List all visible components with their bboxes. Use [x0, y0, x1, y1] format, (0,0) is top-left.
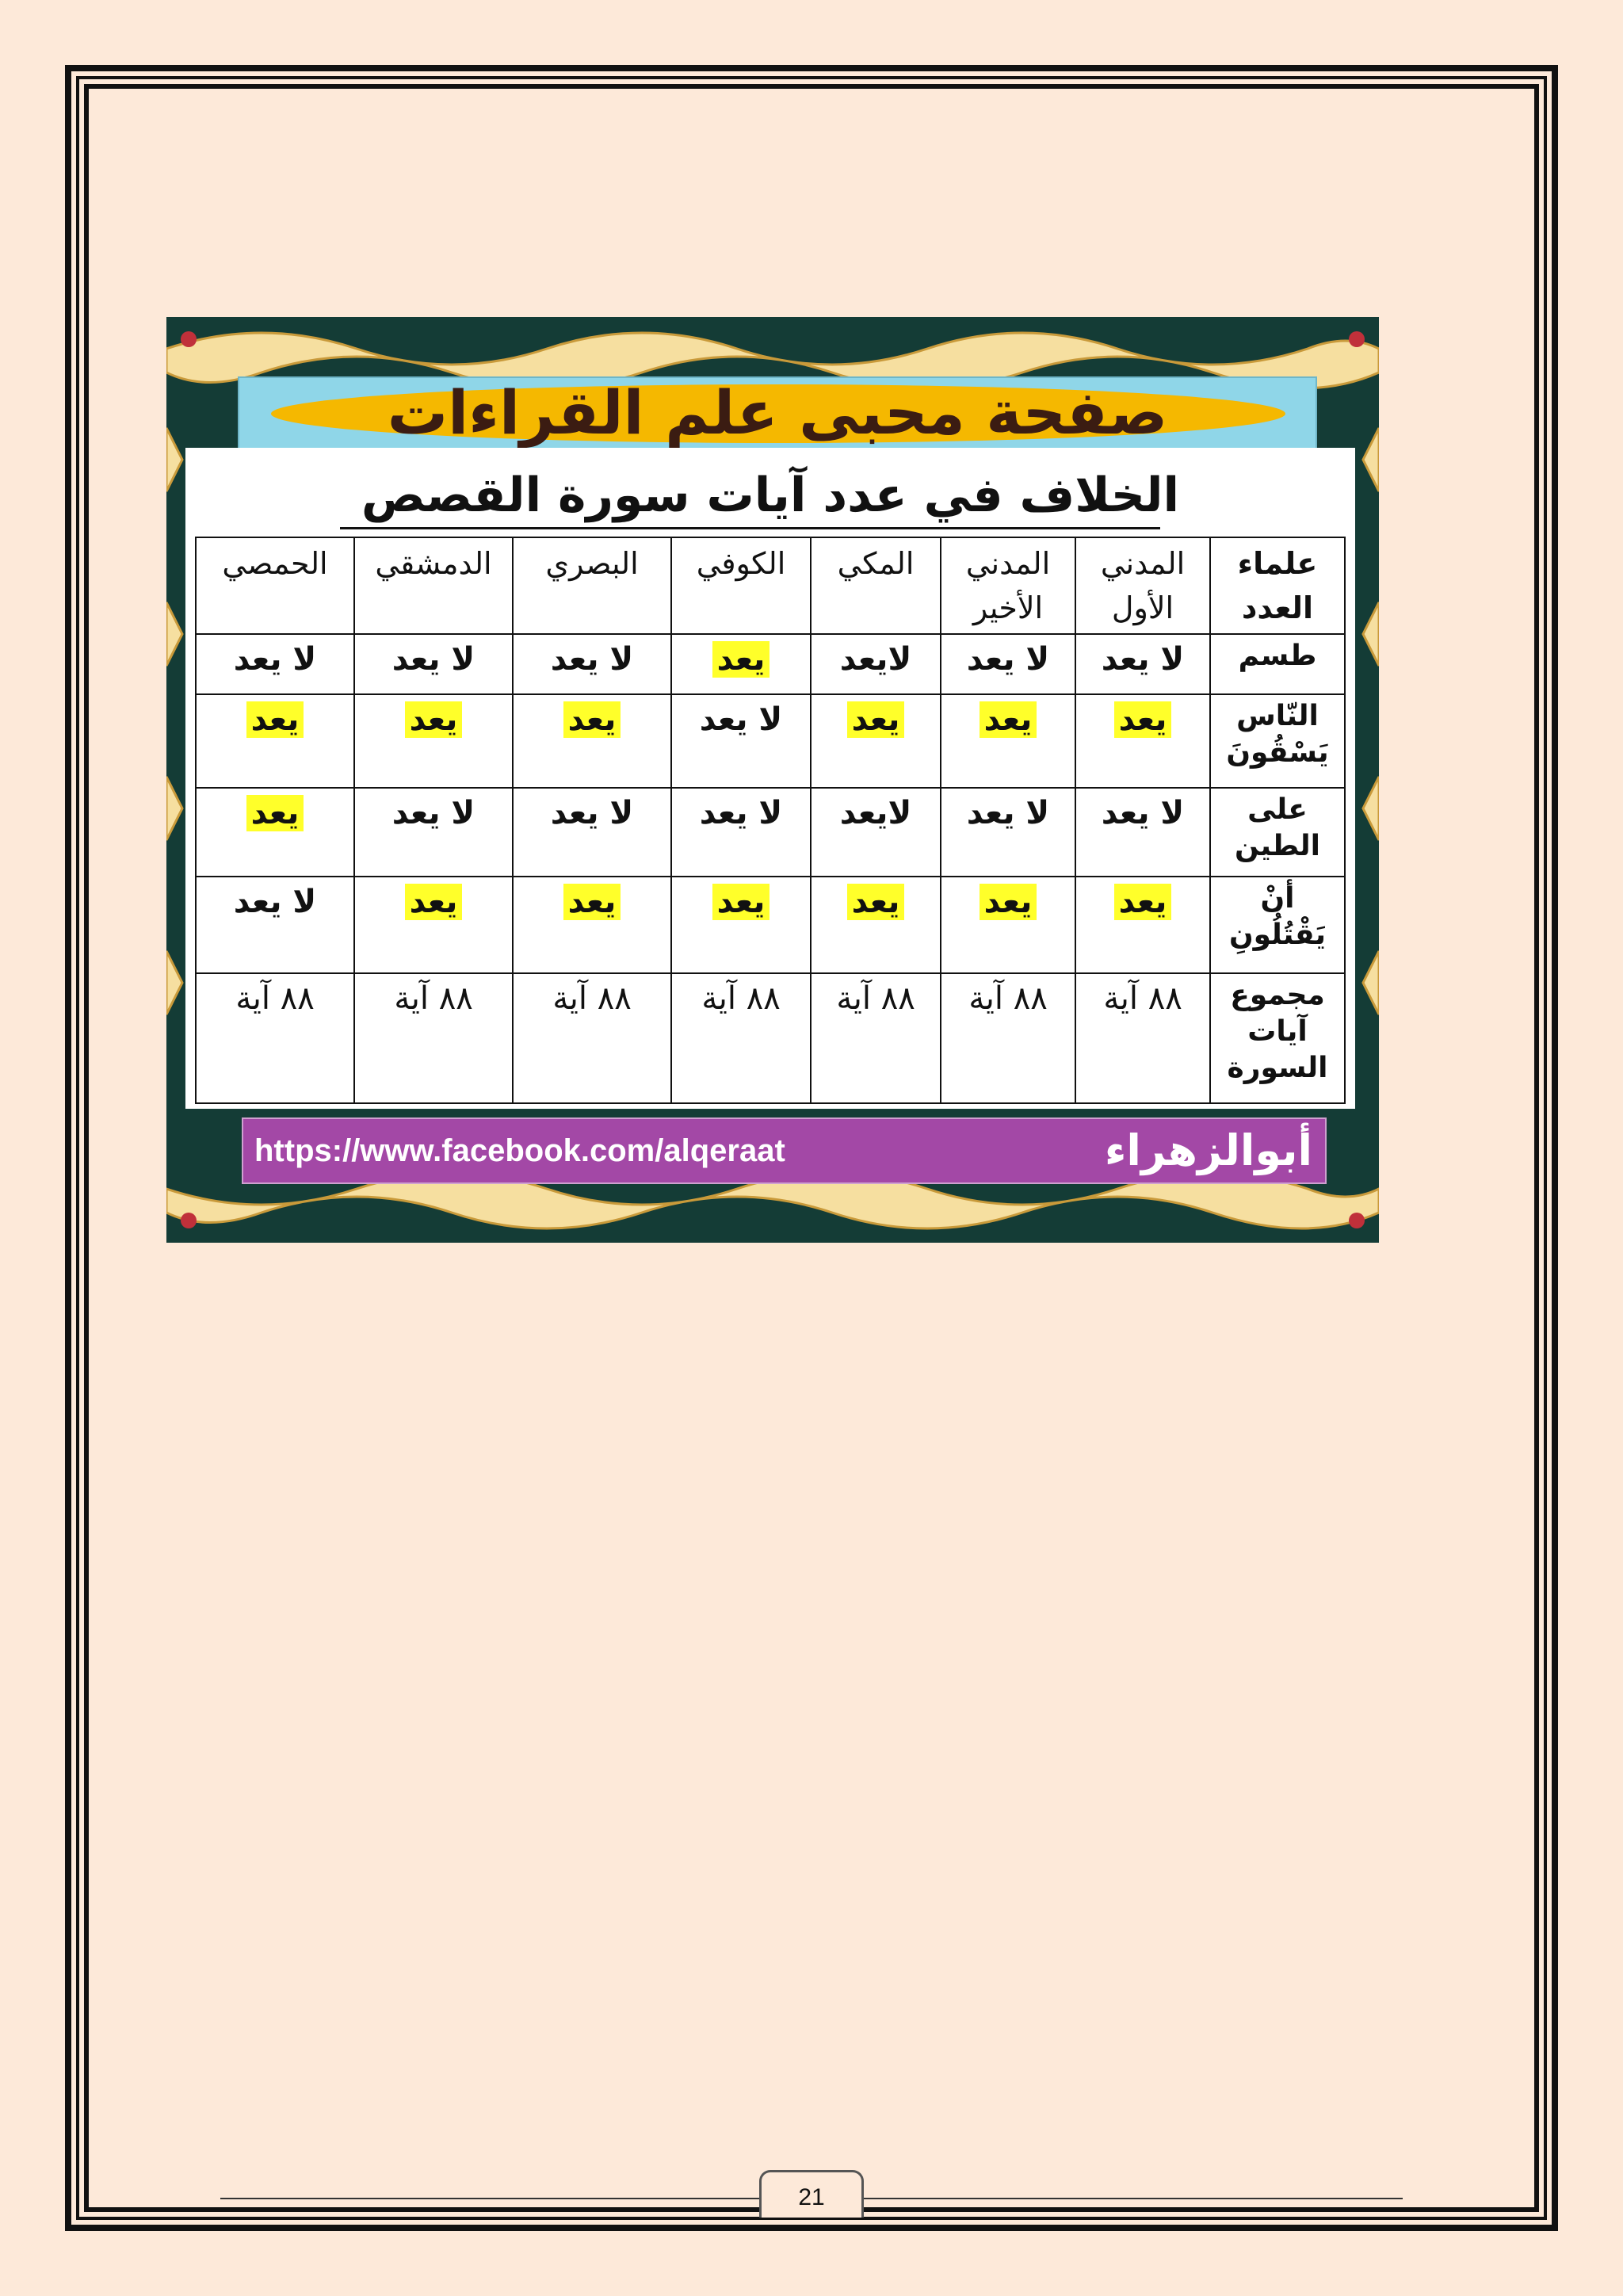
counted-mark: يعد [712, 884, 770, 920]
table-cell [513, 788, 671, 877]
table-row [196, 634, 1345, 694]
cell-line: مجموع [1230, 979, 1325, 1011]
table-cell [671, 634, 811, 694]
table-cell [196, 634, 354, 694]
not-counted-mark: لا يعد [391, 641, 475, 678]
table-title: الخلاف في عدد آيات سورة القصص [361, 468, 1180, 523]
not-counted-mark: لا يعد [550, 641, 634, 678]
counted-mark: يعد [405, 884, 463, 920]
total-cell [1075, 973, 1210, 1103]
embedded-image [166, 317, 1379, 1243]
table-cell [941, 694, 1075, 788]
page-number: 21 [759, 2170, 864, 2218]
cell-line: المدني [1100, 546, 1186, 581]
column-header [811, 537, 941, 634]
table-cell [811, 788, 941, 877]
cell-line: يَسْقُونَ [1226, 736, 1329, 769]
total-row [196, 973, 1345, 1103]
total-value: ٨٨ آية [701, 980, 781, 1017]
total-cell [671, 973, 811, 1103]
not-counted-mark: لا يعد [1101, 641, 1185, 678]
table-cell [1075, 877, 1210, 973]
cell-line: على [1247, 793, 1308, 826]
total-cell [196, 973, 354, 1103]
title-underline [340, 527, 1160, 529]
table-cell [196, 694, 354, 788]
column-header [196, 537, 354, 634]
cell-line: العدد [1241, 590, 1314, 625]
footer-url: https://www.facebook.com/alqeraat [254, 1133, 785, 1168]
table-row [196, 877, 1345, 973]
column-header [941, 537, 1075, 634]
cell-line: الطين [1234, 830, 1321, 862]
counted-mark: يعد [980, 884, 1037, 920]
table-cell [513, 694, 671, 788]
table-row [196, 788, 1345, 877]
table-cell [941, 877, 1075, 973]
total-cell [354, 973, 513, 1103]
not-counted-mark: لا يعد [391, 795, 475, 831]
cell-line: البصري [545, 546, 639, 581]
header-corner [1210, 537, 1345, 634]
verse-count-table [195, 537, 1346, 1104]
table-cell [811, 694, 941, 788]
banner-title: صفحة محبى علم القراءات [387, 377, 1168, 448]
cell-line: المكي [837, 546, 915, 581]
cell-line: طسم [1238, 640, 1317, 672]
counted-mark: يعد [405, 701, 463, 738]
total-value: ٨٨ آية [235, 980, 315, 1017]
table-cell [354, 877, 513, 973]
counted-mark: يعد [563, 701, 621, 738]
counted-mark: يعد [246, 701, 304, 738]
counted-mark: يعد [1114, 884, 1172, 920]
cell-line: الدمشقي [375, 546, 492, 581]
table-cell [1075, 694, 1210, 788]
cell-line: يَقْتُلُونِ [1228, 919, 1327, 951]
column-header [513, 537, 671, 634]
cell-line: المدني [965, 546, 1051, 581]
total-cell [513, 973, 671, 1103]
footer-author: أبوالزهراء [1104, 1125, 1312, 1175]
table-header-row [196, 537, 1345, 634]
not-counted-mark: لا يعد [1101, 795, 1185, 831]
table-cell [196, 788, 354, 877]
not-counted-mark: لا يعد [966, 641, 1050, 678]
row-label [1210, 877, 1345, 973]
row-label [1210, 788, 1345, 877]
cell-line: أنْ [1260, 882, 1295, 915]
not-counted-mark: لا يعد [233, 641, 317, 678]
total-cell [941, 973, 1075, 1103]
table-cell [513, 634, 671, 694]
table-cell [671, 694, 811, 788]
row-label [1210, 694, 1345, 788]
cell-line: الكوفي [696, 546, 786, 581]
total-value: ٨٨ آية [1103, 980, 1182, 1017]
counted-mark: يعد [1114, 701, 1172, 738]
total-value: ٨٨ آية [394, 980, 473, 1017]
total-row-label [1210, 973, 1345, 1103]
not-counted-mark: لا يعد [699, 701, 783, 738]
table-cell [513, 877, 671, 973]
table-row [196, 694, 1345, 788]
table-cell [196, 877, 354, 973]
table-cell [671, 788, 811, 877]
not-counted-mark: لا يعد [966, 795, 1050, 831]
not-counted-mark: لايعد [839, 795, 912, 831]
counted-mark: يعد [847, 884, 905, 920]
not-counted-mark: لا يعد [699, 795, 783, 831]
total-value: ٨٨ آية [552, 980, 632, 1017]
counted-mark: يعد [980, 701, 1037, 738]
counted-mark: يعد [847, 701, 905, 738]
table-cell [811, 634, 941, 694]
footer-rule-right [864, 2198, 1403, 2199]
cell-line: آيات [1247, 1015, 1308, 1048]
table-cell [941, 634, 1075, 694]
cell-line: علماء [1237, 546, 1318, 581]
site-banner [238, 376, 1317, 451]
table-cell [941, 788, 1075, 877]
footer-rule-left [220, 2198, 759, 2199]
cell-line: الأول [1111, 590, 1174, 625]
footer-bar [242, 1117, 1327, 1184]
table-sheet [185, 448, 1355, 1109]
column-header [1075, 537, 1210, 634]
total-cell [811, 973, 941, 1103]
counted-mark: يعد [246, 795, 304, 831]
not-counted-mark: لا يعد [233, 884, 317, 920]
table-cell [354, 634, 513, 694]
table-cell [354, 788, 513, 877]
cell-line: الأخير [972, 590, 1044, 625]
column-header [671, 537, 811, 634]
row-label [1210, 634, 1345, 694]
column-header [354, 537, 513, 634]
not-counted-mark: لايعد [839, 641, 912, 678]
table-cell [1075, 634, 1210, 694]
cell-line: الحمصي [222, 546, 328, 581]
table-cell [1075, 788, 1210, 877]
table-cell [811, 877, 941, 973]
not-counted-mark: لا يعد [550, 795, 634, 831]
table-cell [671, 877, 811, 973]
total-value: ٨٨ آية [968, 980, 1048, 1017]
cell-line: السورة [1227, 1052, 1328, 1084]
counted-mark: يعد [712, 641, 770, 678]
total-value: ٨٨ آية [836, 980, 915, 1017]
table-cell [354, 694, 513, 788]
cell-line: النّاس [1236, 700, 1319, 732]
counted-mark: يعد [563, 884, 621, 920]
